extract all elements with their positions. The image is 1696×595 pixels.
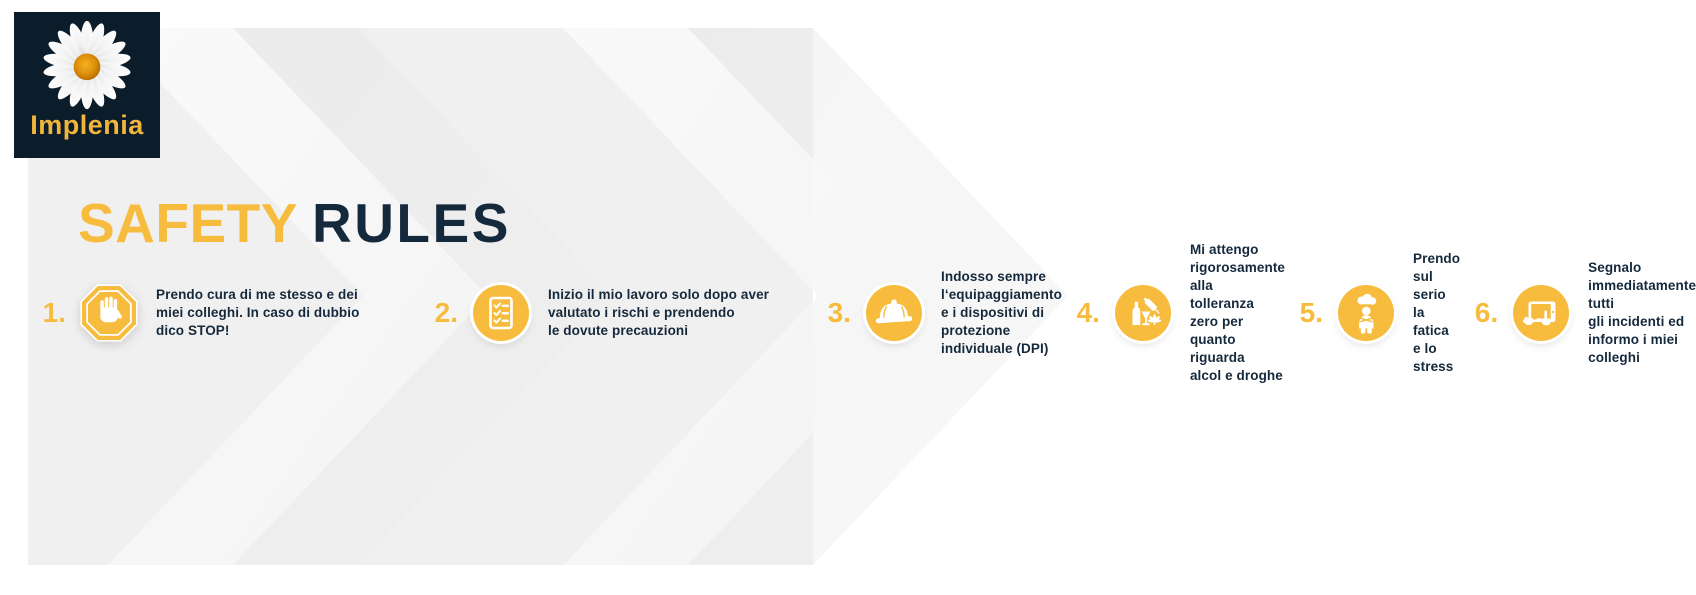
rule-1-number: 1. bbox=[42, 297, 66, 328]
rule-4-text: Mi attengo rigorosamente alla tolleranza zero per quanto riguarda alcol e droghe bbox=[1189, 241, 1286, 384]
rules-grid bbox=[28, 241, 1696, 384]
rule-2-text: Inizio il mio lavoro solo dopo aver valutato i rischi e prendendo le dovute precauzioni bbox=[548, 286, 770, 339]
rule-item-6 bbox=[1460, 259, 1696, 366]
rule-3-text: Indosso sempre l‘equipaggiamento e i dispositivi di protezione individuale (DPI) bbox=[941, 268, 1062, 357]
rule-5-number: 5. bbox=[1299, 297, 1324, 328]
rule-item-4 bbox=[1062, 241, 1286, 384]
rule-2-number: 2. bbox=[434, 297, 458, 328]
hard-hat-icon bbox=[866, 285, 922, 341]
logo-wordmark: Implenia bbox=[30, 110, 144, 140]
checklist-icon bbox=[473, 285, 529, 341]
fatigue-stress-icon bbox=[1338, 285, 1394, 341]
rule-6-number: 6. bbox=[1474, 297, 1499, 328]
incident-reporting-icon bbox=[1513, 285, 1569, 341]
rule-item-5 bbox=[1285, 250, 1461, 375]
alcohol-drugs-zero-tolerance-icon bbox=[1115, 285, 1171, 341]
title-safety: SAFETY bbox=[78, 192, 298, 254]
page-title bbox=[78, 192, 511, 254]
rule-item-1 bbox=[28, 273, 420, 353]
rule-5-text: Prendo sul serio la fatica e lo stress bbox=[1413, 250, 1461, 375]
rule-4-number: 4. bbox=[1076, 297, 1100, 328]
stop-hand-icon bbox=[78, 282, 140, 344]
rule-1-text: Prendo cura di me stesso e dei miei colleghi. In caso di dubbio dico STOP! bbox=[156, 286, 360, 339]
daisy-flower-icon bbox=[41, 19, 133, 111]
implenia-logo bbox=[14, 12, 160, 158]
rule-item-3 bbox=[813, 268, 1062, 357]
rule-6-text: Segnalo immediatamente tutti gli incidenti ed informo i miei colleghi bbox=[1588, 259, 1696, 366]
rule-item-2 bbox=[420, 273, 813, 353]
rule-3-number: 3. bbox=[827, 297, 851, 328]
title-rules: RULES bbox=[311, 192, 511, 254]
